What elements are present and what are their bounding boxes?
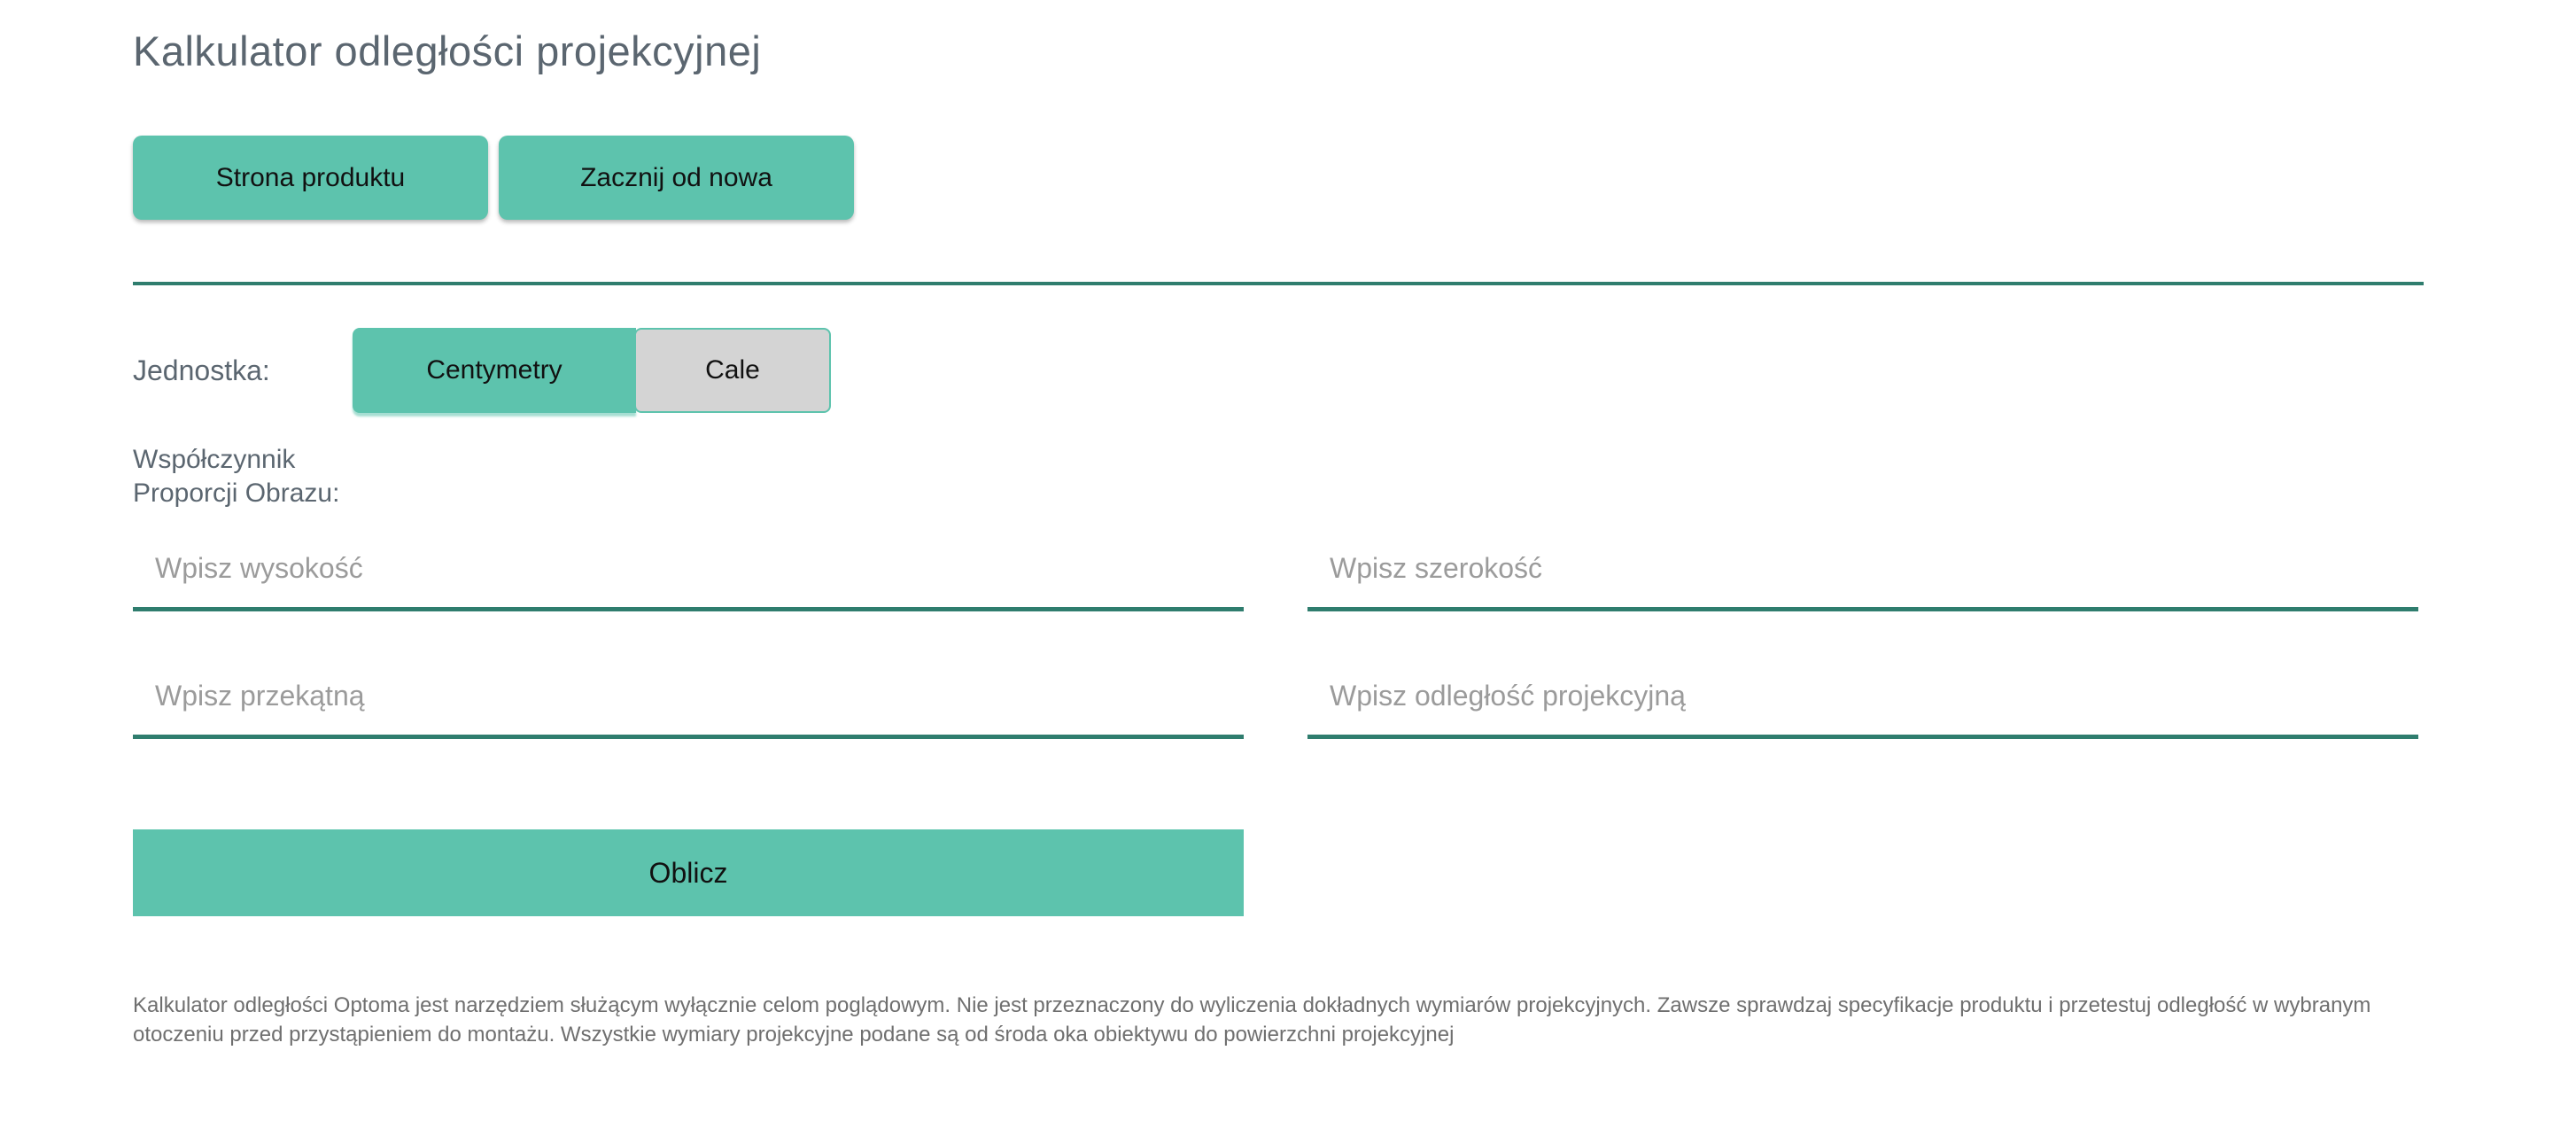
unit-toggle (353, 328, 831, 413)
toolbar (133, 136, 2576, 220)
unit-label: Jednostka: (133, 354, 270, 386)
unit-row (133, 328, 2576, 413)
height-input[interactable] (133, 541, 1244, 611)
disclaimer-line-1: Kalkulator odległości Optoma jest narzędziem służącym wyłącznie celom poglądowym. Nie jest przeznaczony do wyliczenia dokładnych wymiarów projekcyjnych. Zawsze sprawdzaj specyfikacje produktu i przetestuj odległość w wybranym (133, 993, 2371, 1017)
disclaimer-text (133, 991, 2560, 1049)
calculate-button[interactable]: Oblicz (133, 829, 1244, 916)
diagonal-input[interactable] (133, 668, 1244, 739)
restart-button[interactable]: Zacznij od nowa (499, 136, 854, 220)
page-title: Kalkulator odległości projekcyjnej (133, 27, 762, 74)
inputs-grid (133, 541, 2576, 739)
width-input[interactable] (1307, 541, 2418, 611)
aspect-ratio-label: Współczynnik Proporcji Obrazu: (133, 445, 340, 508)
product-page-button[interactable]: Strona produktu (133, 136, 488, 220)
section-divider (133, 282, 2424, 285)
unit-option-centimeters[interactable]: Centymetry (353, 328, 636, 413)
disclaimer-line-2: otoczeniu przed przystąpieniem do montażu. Wszystkie wymiary projekcyjne podane są od środa oka obiektywu do powierzchni projekcyjnej (133, 1023, 1455, 1047)
unit-option-inches[interactable]: Cale (634, 328, 831, 413)
projection-distance-input[interactable] (1307, 668, 2418, 739)
